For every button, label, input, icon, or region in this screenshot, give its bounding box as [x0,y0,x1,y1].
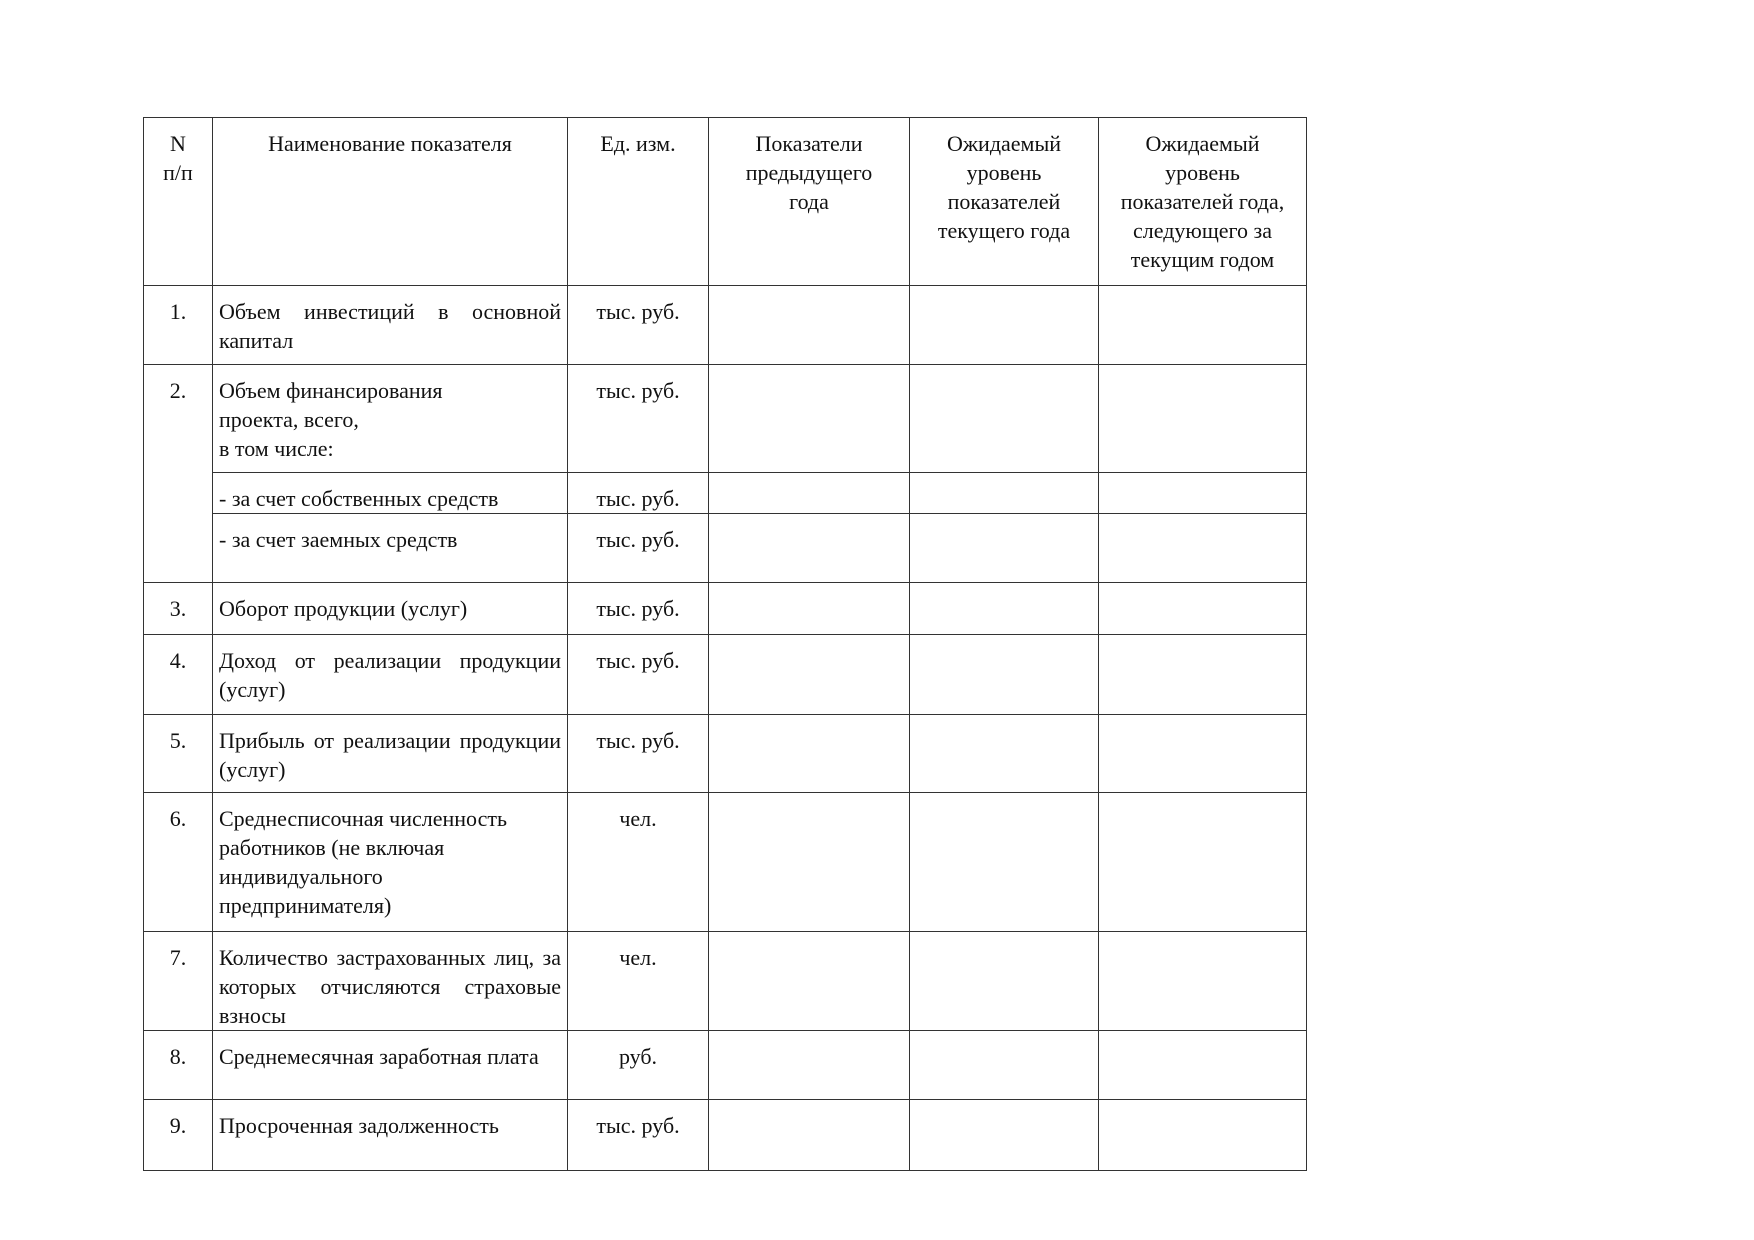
table-row [144,1031,1307,1100]
indicator-name: Количество застрахованных лиц, за которых отчисляются страховые взносы [213,932,568,1031]
unit: тыс. руб. [568,473,709,514]
header-line: Ожидаемый [1145,131,1260,156]
next-year-value[interactable] [1099,365,1307,473]
next-year-value[interactable] [1099,635,1307,715]
prev-year-value[interactable] [709,286,910,365]
current-year-value[interactable] [910,286,1099,365]
header-prev-year [709,118,910,286]
current-year-value[interactable] [910,583,1099,635]
current-year-value[interactable] [910,365,1099,473]
next-year-value[interactable] [1099,793,1307,932]
current-year-value[interactable] [910,635,1099,715]
current-year-value[interactable] [910,793,1099,932]
indicator-name-text: Объем финансирования проекта, всего, [219,378,443,432]
table-row [144,1100,1307,1171]
unit: тыс. руб. [568,635,709,715]
indicator-name-subtext: в том числе: [219,436,334,461]
prev-year-value[interactable] [709,1100,910,1171]
header-line: показателей [947,189,1061,214]
next-year-value[interactable] [1099,473,1307,514]
unit: чел. [568,932,709,1031]
row-number: 1. [144,286,213,365]
indicator-name: Объем инвестиций в основной капитал [213,286,568,365]
prev-year-value[interactable] [709,514,910,583]
header-line: года [789,189,829,214]
next-year-value[interactable] [1099,583,1307,635]
unit: тыс. руб. [568,514,709,583]
unit: тыс. руб. [568,583,709,635]
unit: тыс. руб. [568,715,709,793]
next-year-value[interactable] [1099,286,1307,365]
table-row [144,793,1307,932]
next-year-value[interactable] [1099,932,1307,1031]
prev-year-value[interactable] [709,583,910,635]
current-year-value[interactable] [910,715,1099,793]
row-number: 3. [144,583,213,635]
current-year-value[interactable] [910,1100,1099,1171]
indicator-name: Просроченная задолженность [213,1100,568,1171]
table-subrow [144,473,1307,514]
table-row [144,365,1307,473]
row-number: 5. [144,715,213,793]
current-year-value[interactable] [910,514,1099,583]
header-line: текущего года [937,218,1071,243]
header-unit: Ед. изм. [568,118,709,286]
unit: тыс. руб. [568,1100,709,1171]
prev-year-value[interactable] [709,365,910,473]
prev-year-value[interactable] [709,473,910,514]
unit: руб. [568,1031,709,1100]
unit: тыс. руб. [568,365,709,473]
row-number: 8. [144,1031,213,1100]
prev-year-value[interactable] [709,715,910,793]
indicator-name: - за счет заемных средств [213,514,568,583]
row-number: 2. [144,365,213,583]
header-line: уровень [966,160,1042,185]
header-line: показателей года, [1120,189,1285,214]
indicator-name [213,793,568,932]
indicator-name: Прибыль от реализации продукции (услуг) [213,715,568,793]
next-year-value[interactable] [1099,514,1307,583]
header-line: текущим годом [1130,247,1275,272]
header-line: предыдущего [745,160,873,185]
indicators-table [143,117,1307,1171]
header-num-line: N [170,131,186,156]
indicator-name-text: Среднесписочная численность работников (не включая индивидуального предпринимателя) [219,806,508,918]
table-row [144,583,1307,635]
table-row [144,715,1307,793]
header-line: уровень [1165,160,1240,185]
header-num [144,118,213,286]
row-number: 9. [144,1100,213,1171]
row-number: 7. [144,932,213,1031]
unit: чел. [568,793,709,932]
prev-year-value[interactable] [709,793,910,932]
header-current-year [910,118,1099,286]
header-next-year [1099,118,1307,286]
header-line: Ожидаемый [946,131,1062,156]
row-number: 4. [144,635,213,715]
indicator-name: Среднемесячная заработная плата [213,1031,568,1100]
header-num-line: п/п [163,160,193,185]
unit: тыс. руб. [568,286,709,365]
indicator-name: Оборот продукции (услуг) [213,583,568,635]
table-row [144,286,1307,365]
row-number: 6. [144,793,213,932]
next-year-value[interactable] [1099,1100,1307,1171]
current-year-value[interactable] [910,1031,1099,1100]
header-line: Показатели [755,131,863,156]
indicator-name: - за счет собственных средств [213,473,568,514]
table-row [144,932,1307,1031]
prev-year-value[interactable] [709,1031,910,1100]
current-year-value[interactable] [910,473,1099,514]
header-name: Наименование показателя [213,118,568,286]
prev-year-value[interactable] [709,932,910,1031]
next-year-value[interactable] [1099,1031,1307,1100]
indicator-name [213,365,568,473]
header-row [144,118,1307,286]
table-subrow [144,514,1307,583]
indicator-name: Доход от реализации продукции (услуг) [213,635,568,715]
next-year-value[interactable] [1099,715,1307,793]
current-year-value[interactable] [910,932,1099,1031]
table-row [144,635,1307,715]
prev-year-value[interactable] [709,635,910,715]
header-line: следующего за [1133,218,1272,243]
